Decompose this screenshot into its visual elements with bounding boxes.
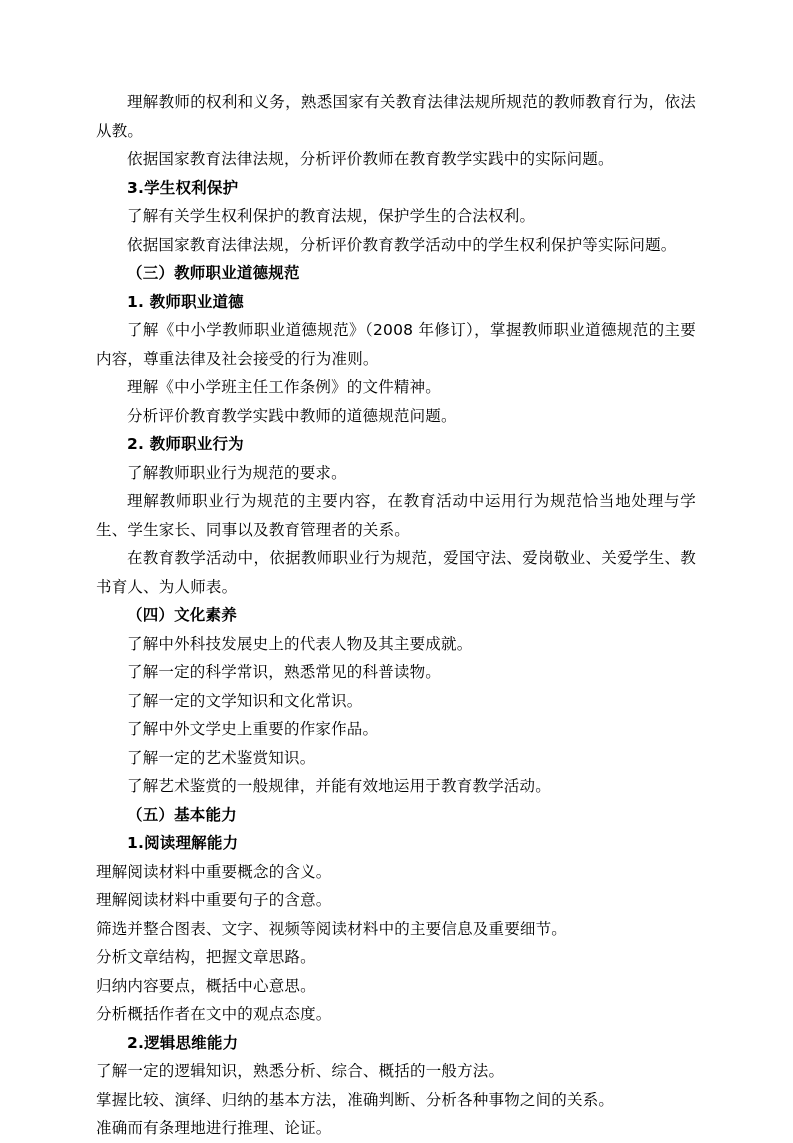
paragraph: 了解一定的艺术鉴赏知识。 bbox=[127, 748, 316, 767]
paragraph: 了解一定的逻辑知识，熟悉分析、综合、概括的一般方法。 bbox=[96, 1062, 505, 1080]
section-heading: 2.逻辑思维能力 bbox=[127, 1033, 239, 1052]
paragraph: 了解一定的科学常识，熟悉常见的科普读物。 bbox=[127, 663, 442, 681]
paragraph: 了解中外科技发展史上的代表人物及其主要成就。 bbox=[127, 634, 473, 653]
paragraph: 理解教师职业行为规范的主要内容，在教育活动中运用行为规范恰当地处理与学生、学生家长、同事以及教育管理者的关系。 bbox=[96, 492, 696, 539]
paragraph: 理解阅读材料中重要概念的含义。 bbox=[96, 862, 332, 881]
paragraph: 依据国家教育法律法规，分析评价教师在教育教学实践中的实际问题。 bbox=[127, 150, 614, 168]
section-heading: 1.阅读理解能力 bbox=[127, 834, 239, 852]
section-heading: （三）教师职业道德规范 bbox=[127, 264, 300, 282]
paragraph: 分析文章结构，把握文章思路。 bbox=[96, 948, 316, 966]
paragraph: 理解教师的权利和义务，熟悉国家有关教育法律法规所规范的教师教育行为，依法从教。 bbox=[96, 93, 696, 140]
paragraph: 了解教师职业行为规范的要求。 bbox=[127, 463, 347, 482]
paragraph: 归纳内容要点，概括中心意思。 bbox=[96, 976, 316, 995]
paragraph: 准确而有条理地进行推理、论证。 bbox=[96, 1119, 332, 1137]
section-heading: 1. 教师职业道德 bbox=[127, 292, 244, 311]
section-heading: （四）文化素养 bbox=[127, 606, 237, 624]
paragraph: 了解一定的文学知识和文化常识。 bbox=[127, 691, 363, 710]
paragraph: 分析概括作者在文中的观点态度。 bbox=[96, 1005, 332, 1023]
paragraph: 依据国家教育法律法规，分析评价教育教学活动中的学生权利保护等实际问题。 bbox=[127, 235, 677, 254]
paragraph: 了解中外文学史上重要的作家作品。 bbox=[127, 720, 379, 738]
paragraph: 了解艺术鉴赏的一般规律，并能有效地运用于教育教学活动。 bbox=[127, 777, 551, 795]
paragraph: 理解《中小学班主任工作条例》的文件精神。 bbox=[127, 378, 442, 396]
paragraph: 分析评价教育教学实践中教师的道德规范问题。 bbox=[127, 406, 457, 425]
paragraph: 了解有关学生权利保护的教育法规，保护学生的合法权利。 bbox=[127, 207, 536, 225]
section-heading: 3.学生权利保护 bbox=[127, 178, 239, 197]
paragraph: 了解《中小学教师职业道德规范》（2008 年修订），掌握教师职业道德规范的主要内容，尊重法律及社会接受的行为准则。 bbox=[96, 321, 696, 368]
paragraph: 在教育教学活动中，依据教师职业行为规范，爱国守法、爱岗敬业、关爱学生、教书育人、为人师表。 bbox=[96, 549, 696, 596]
paragraph: 筛选并整合图表、文字、视频等阅读材料中的主要信息及重要细节。 bbox=[96, 919, 568, 938]
section-heading: （五）基本能力 bbox=[127, 805, 237, 824]
paragraph: 理解阅读材料中重要句子的含意。 bbox=[96, 891, 332, 909]
paragraph: 掌握比较、演绎、归纳的基本方法，准确判断、分析各种事物之间的关系。 bbox=[96, 1090, 615, 1109]
section-heading: 2. 教师职业行为 bbox=[127, 435, 244, 453]
document-body bbox=[96, 88, 696, 1143]
